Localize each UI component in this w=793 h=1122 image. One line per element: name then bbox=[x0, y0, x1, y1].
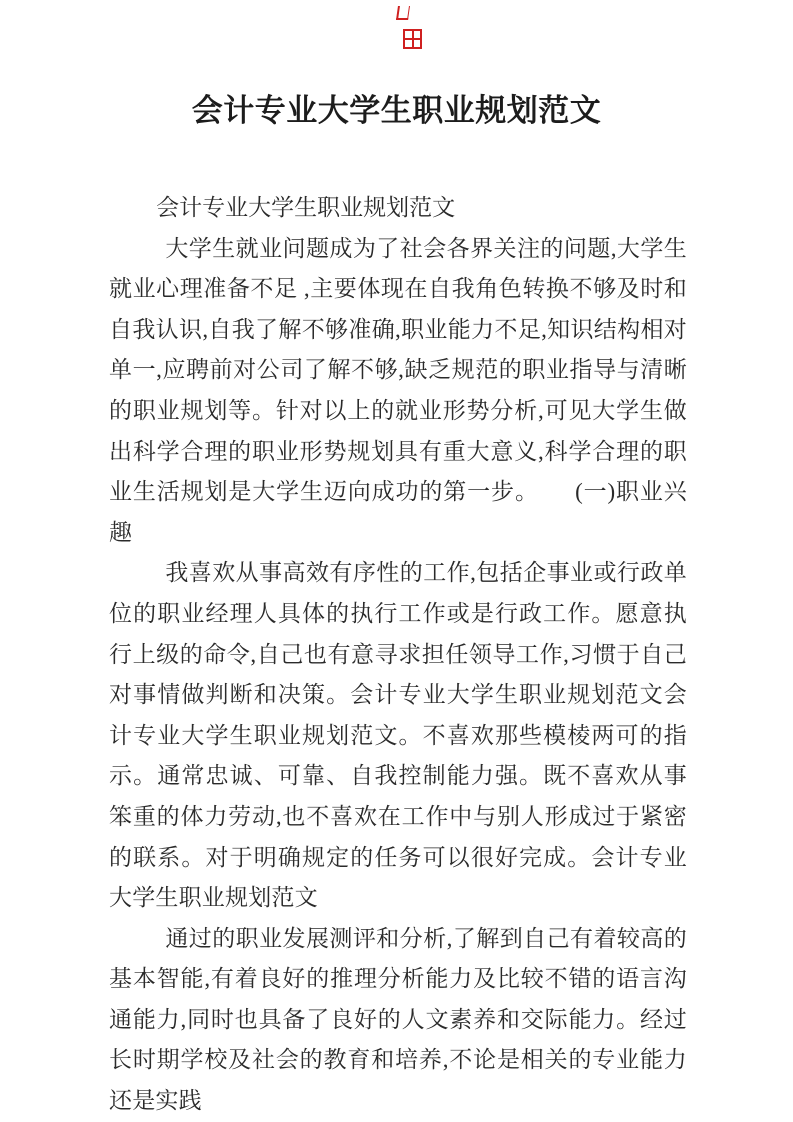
paragraph-employment-situation: 大学生就业问题成为了社会各界关注的问题,大学生就业心理准备不足 ,主要体现在自我角色转换不够及时和自我认识,自我了解不够准确,职业能力不足,知识结构相对单一,应聘前对公司了解不够,缺乏规范的职业指导与清晰的职业规划等。针对以上的就业形势分析,可见大学生做出科学合理的职业形势规划具有重大意义,科学合理的职业生活规划是大学生迈向成功的第一步。 (一)职业兴趣 bbox=[109, 235, 687, 545]
red-artifact-mark-large-icon bbox=[403, 29, 422, 49]
document-title: 会计专业大学生职业规划范文 bbox=[191, 93, 602, 128]
paragraph-career-assessment: 通过的职业发展测评和分析,了解到自己有着较高的基本智能,有着良好的推理分析能力及比较不错的语言沟通能力,同时也具备了良好的人文素养和交际能力。经过长时期学校及社会的教育和培养,不论是相关的专业能力还是实践 bbox=[109, 925, 687, 1114]
document-subtitle: 会计专业大学生职业规划范文 bbox=[156, 195, 456, 220]
red-artifact-mark-small-icon bbox=[396, 6, 410, 20]
paragraph-career-interest: 我喜欢从事高效有序性的工作,包括企事业或行政单位的职业经理人具体的执行工作或是行政工作。愿意执行上级的命令,自己也有意寻求担任领导工作,习惯于自己对事情做判断和决策。会计专业大学生职业规划范文会计专业大学生职业规划范文。不喜欢那些模棱两可的指示。通常忠诚、可靠、自我控制能力强。既不喜欢从事笨重的体力劳动,也不喜欢在工作中与别人形成过于紧密的联系。对于明确规定的任务可以很好完成。会计专业大学生职业规划范文 bbox=[109, 560, 687, 911]
document-body bbox=[109, 188, 687, 1122]
